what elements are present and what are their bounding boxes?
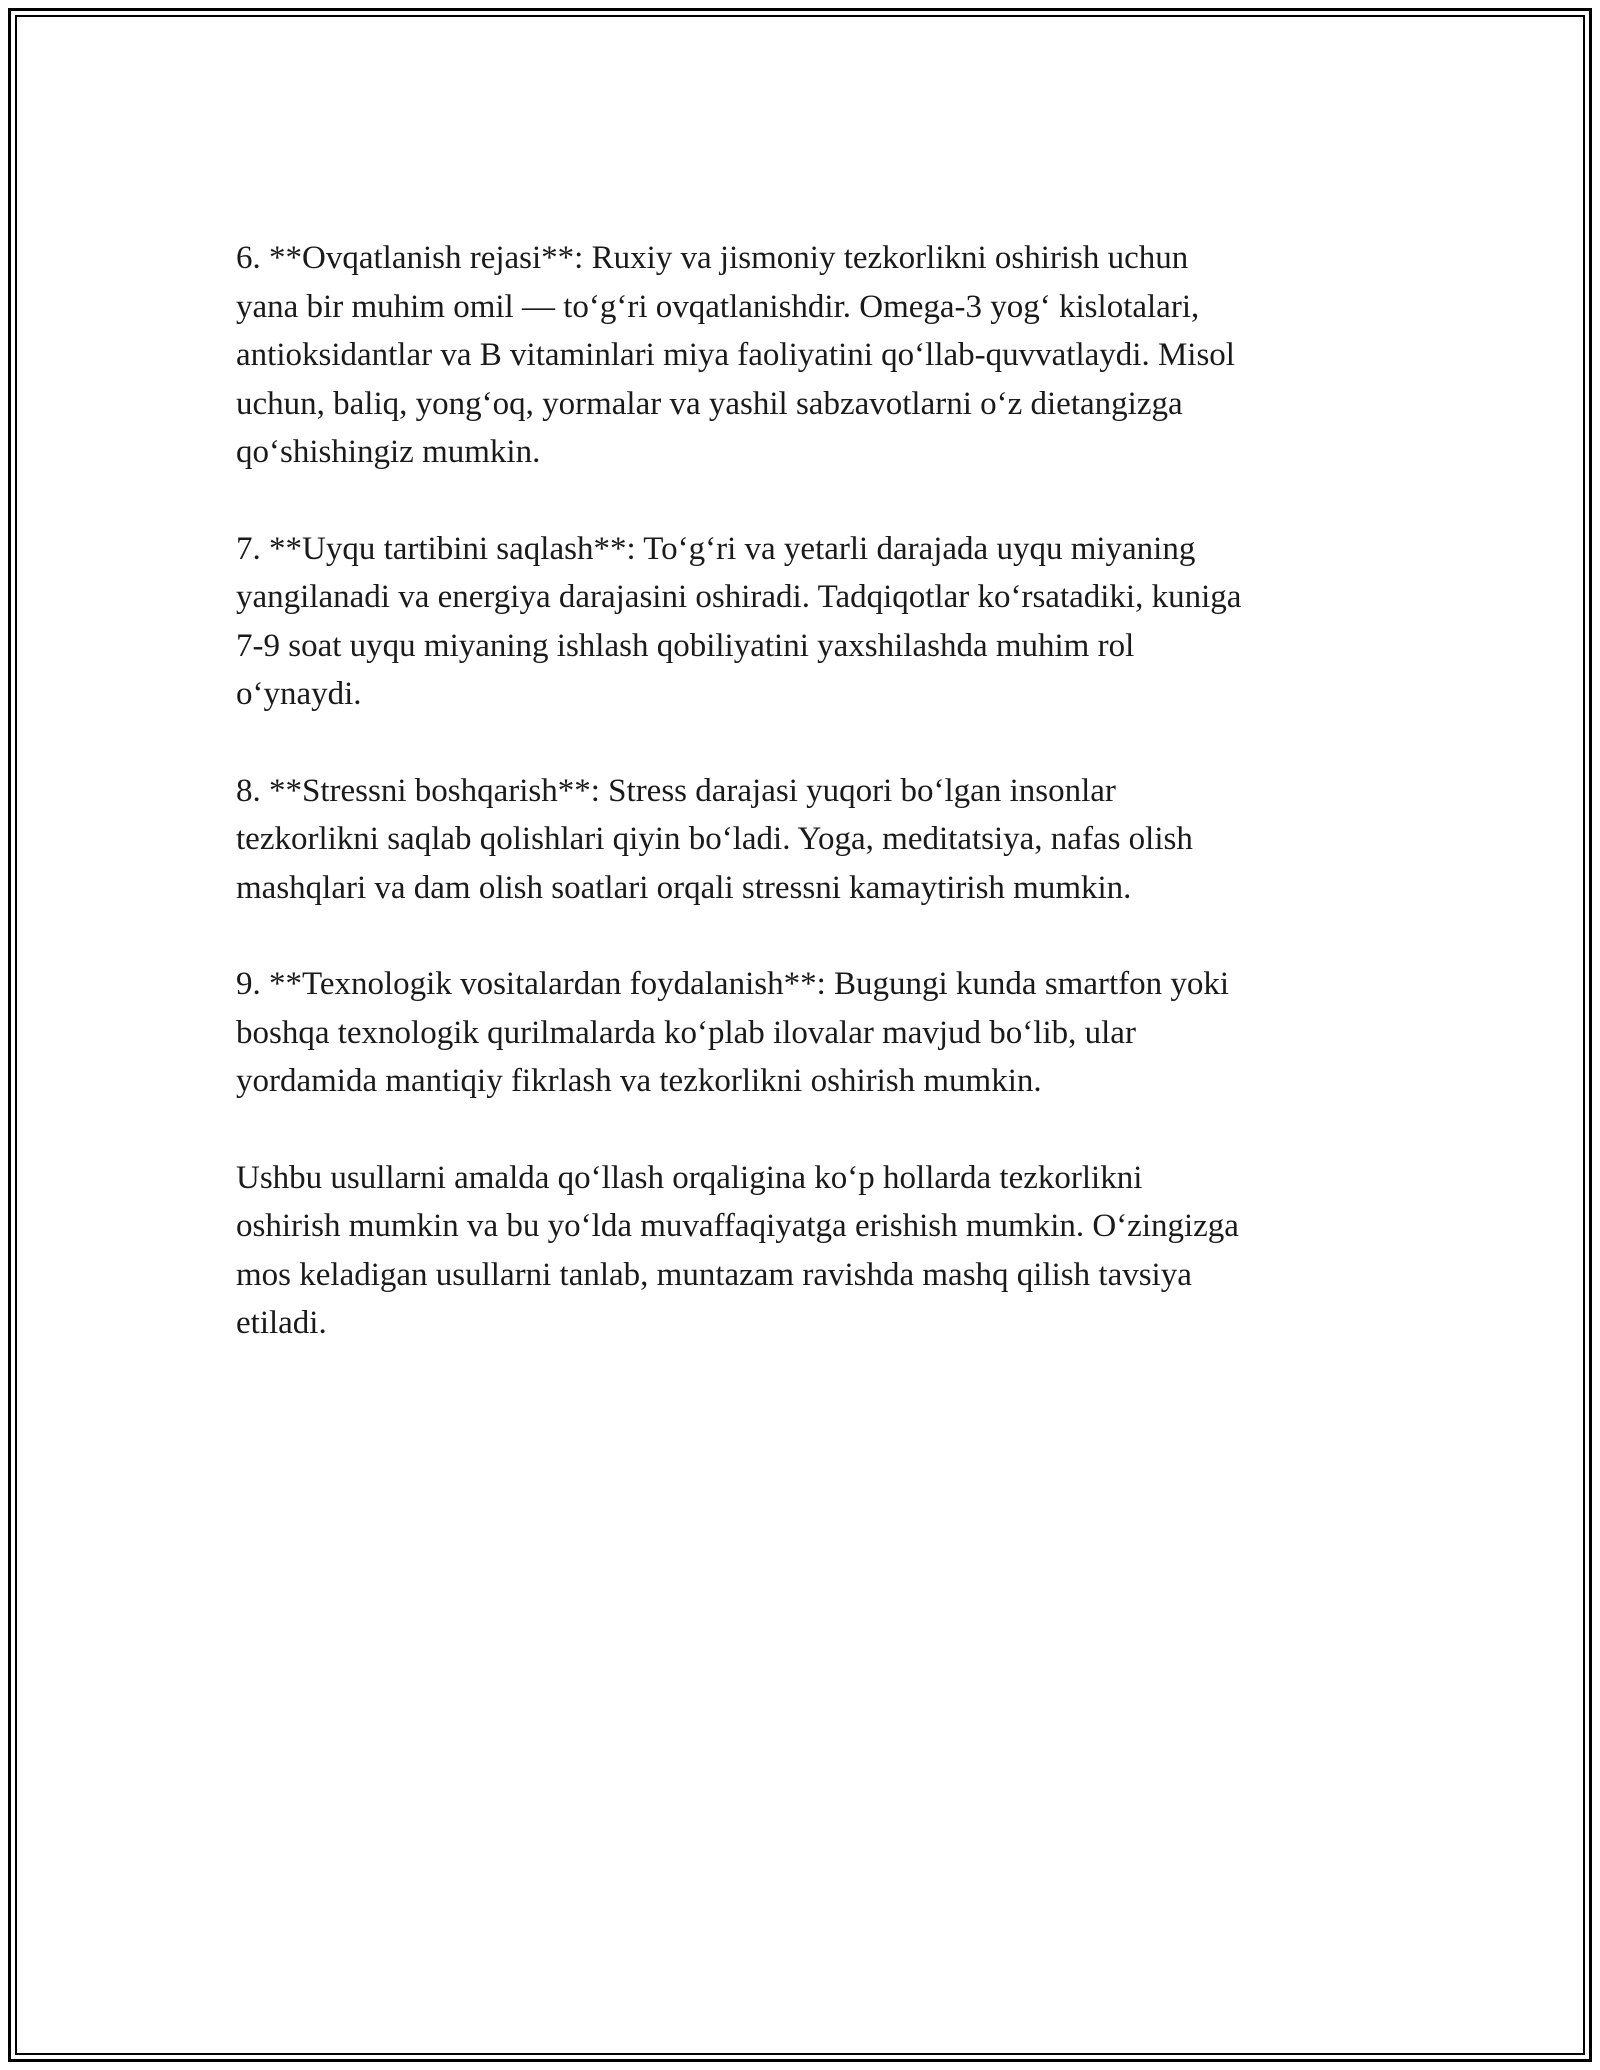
text-line: qo‘shishingiz mumkin. [236, 434, 541, 470]
text-line: 7-9 soat uyqu miyaning ishlash qobiliyatini yaxshilashda muhim rol [236, 627, 1135, 664]
paragraph-nutrition-plan [236, 234, 1366, 477]
text-line: Ushbu usullarni amalda qo‘llash orqaligina ko‘p hollarda tezkorlikni [236, 1159, 1143, 1196]
text-line: yordamida mantiqiy fikrlash va tezkorlikni oshirish mumkin. [236, 1063, 1042, 1099]
text-line: uchun, baliq, yong‘oq, yormalar va yashil sabzavotlarni o‘z dietangizga [236, 385, 1183, 422]
text-line: tezkorlikni saqlab qolishlari qiyin bo‘ladi. Yoga, meditatsiya, nafas olish [236, 821, 1193, 857]
text-line: yana bir muhim omil — to‘g‘ri ovqatlanishdir. Omega-3 yog‘ kislotalari, [236, 288, 1200, 325]
text-line: 6. **Ovqatlanish rejasi**: Ruxiy va jismoniy tezkorlikni oshirish uchun [236, 240, 1189, 276]
text-line: mashqlari va dam olish soatlari orqali stressni kamaytirish mumkin. [236, 869, 1132, 906]
text-line: oshirish mumkin va bu yo‘lda muvaffaqiyatga erishish mumkin. O‘zingizga [236, 1208, 1239, 1244]
text-line: etiladi. [236, 1305, 327, 1341]
text-line: 8. **Stressni boshqarish**: Stress darajasi yuqori bo‘lgan insonlar [236, 772, 1116, 809]
text-line: yangilanadi va energiya darajasini oshiradi. Tadqiqotlar ko‘rsatadiki, kuniga [236, 579, 1242, 615]
paragraph-conclusion [236, 1154, 1366, 1348]
text-line: 7. **Uyqu tartibini saqlash**: To‘g‘ri va yetarli darajada uyqu miyaning [236, 530, 1196, 567]
text-line: mos keladigan usullarni tanlab, muntazam ravishda mashq qilish tavsiya [236, 1256, 1192, 1293]
text-line: boshqa texnologik qurilmalarda ko‘plab ilovalar mavjud bo‘lib, ular [236, 1014, 1136, 1051]
paragraph-stress-management [236, 767, 1366, 913]
paragraph-sleep-routine [236, 525, 1366, 719]
text-line: 9. **Texnologik vositalardan foydalanish**: Bugungi kunda smartfon yoki [236, 966, 1230, 1002]
document-body [236, 234, 1366, 1396]
paragraph-technology-tools [236, 960, 1366, 1106]
text-line: antioksidantlar va B vitaminlari miya faoliyatini qo‘llab-quvvatlaydi. Misol [236, 337, 1235, 373]
text-line: o‘ynaydi. [236, 676, 362, 712]
